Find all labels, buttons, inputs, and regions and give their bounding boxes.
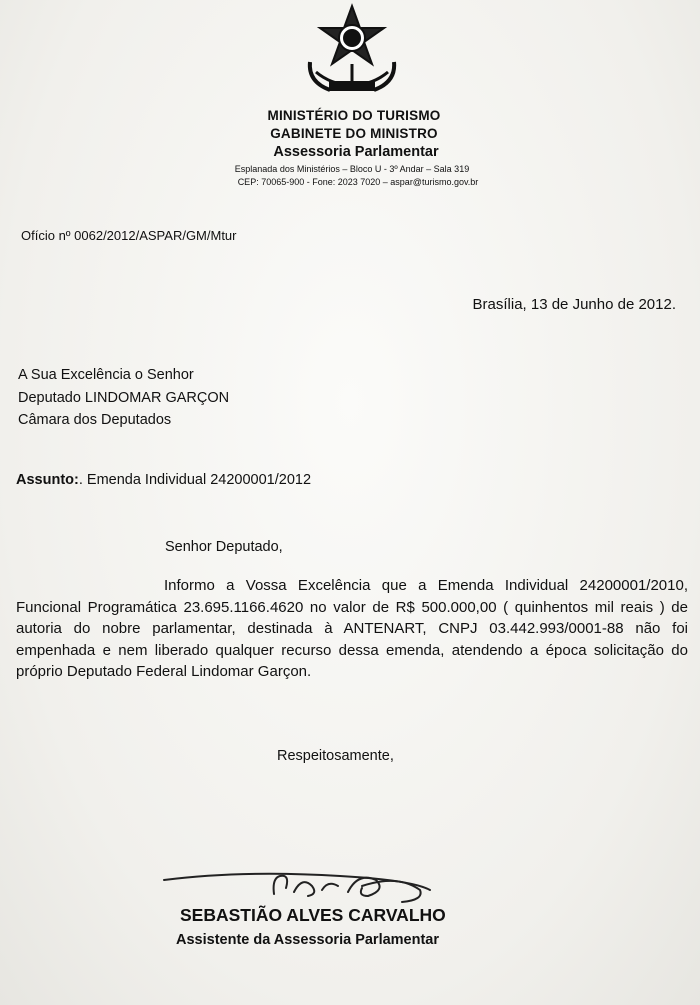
subject-label: Assunto: bbox=[16, 472, 79, 488]
letter-reference: Ofício nº 0062/2012/ASPAR/GM/Mtur bbox=[21, 228, 237, 243]
recipient-line: Deputado LINDOMAR GARÇON bbox=[18, 390, 230, 406]
address-line-1: Esplanada dos Ministérios – Bloco U - 3º Andar – Sala 319 bbox=[234, 164, 470, 174]
signatory-name: SEBASTIÃO ALVES CARVALHO bbox=[180, 905, 446, 925]
coat-of-arms-icon bbox=[300, 2, 404, 98]
subject-line bbox=[16, 472, 311, 488]
letter-body: Informo a Vossa Excelência que a Emenda Individual 24200001/2010, Funcional Programática 23.695.1166.4620 no valor de R$ 500.000,00 ( quinhentos mil reais ) de autoria do nobre parlamentar, destinada à ANTENART, CNPJ 03.442.993/0001-88 não foi empenhada e nem liberado qualquer recurso dessa emenda, atendendo a época solicitação do próprio Deputado Federal Lindomar Garçon. bbox=[16, 577, 688, 680]
office-name: Assessoria Parlamentar bbox=[273, 144, 439, 160]
subject-text: . Emenda Individual 24200001/2012 bbox=[78, 472, 312, 488]
salutation: Senhor Deputado, bbox=[165, 539, 283, 555]
signatory-title: Assistente da Assessoria Parlamentar bbox=[176, 932, 440, 948]
recipient-line: A Sua Excelência o Senhor bbox=[18, 367, 194, 383]
closing: Respeitosamente, bbox=[277, 748, 394, 764]
ministry-name: MINISTÉRIO DO TURISMO bbox=[267, 108, 441, 123]
letter-date: Brasília, 13 de Junho de 2012. bbox=[472, 296, 676, 313]
recipient-line: Câmara dos Deputados bbox=[18, 412, 172, 428]
address-line-2: CEP: 70065-900 - Fone: 2023 7020 – aspar@turismo.gov.br bbox=[237, 177, 479, 187]
cabinet-name: GABINETE DO MINISTRO bbox=[270, 126, 438, 141]
